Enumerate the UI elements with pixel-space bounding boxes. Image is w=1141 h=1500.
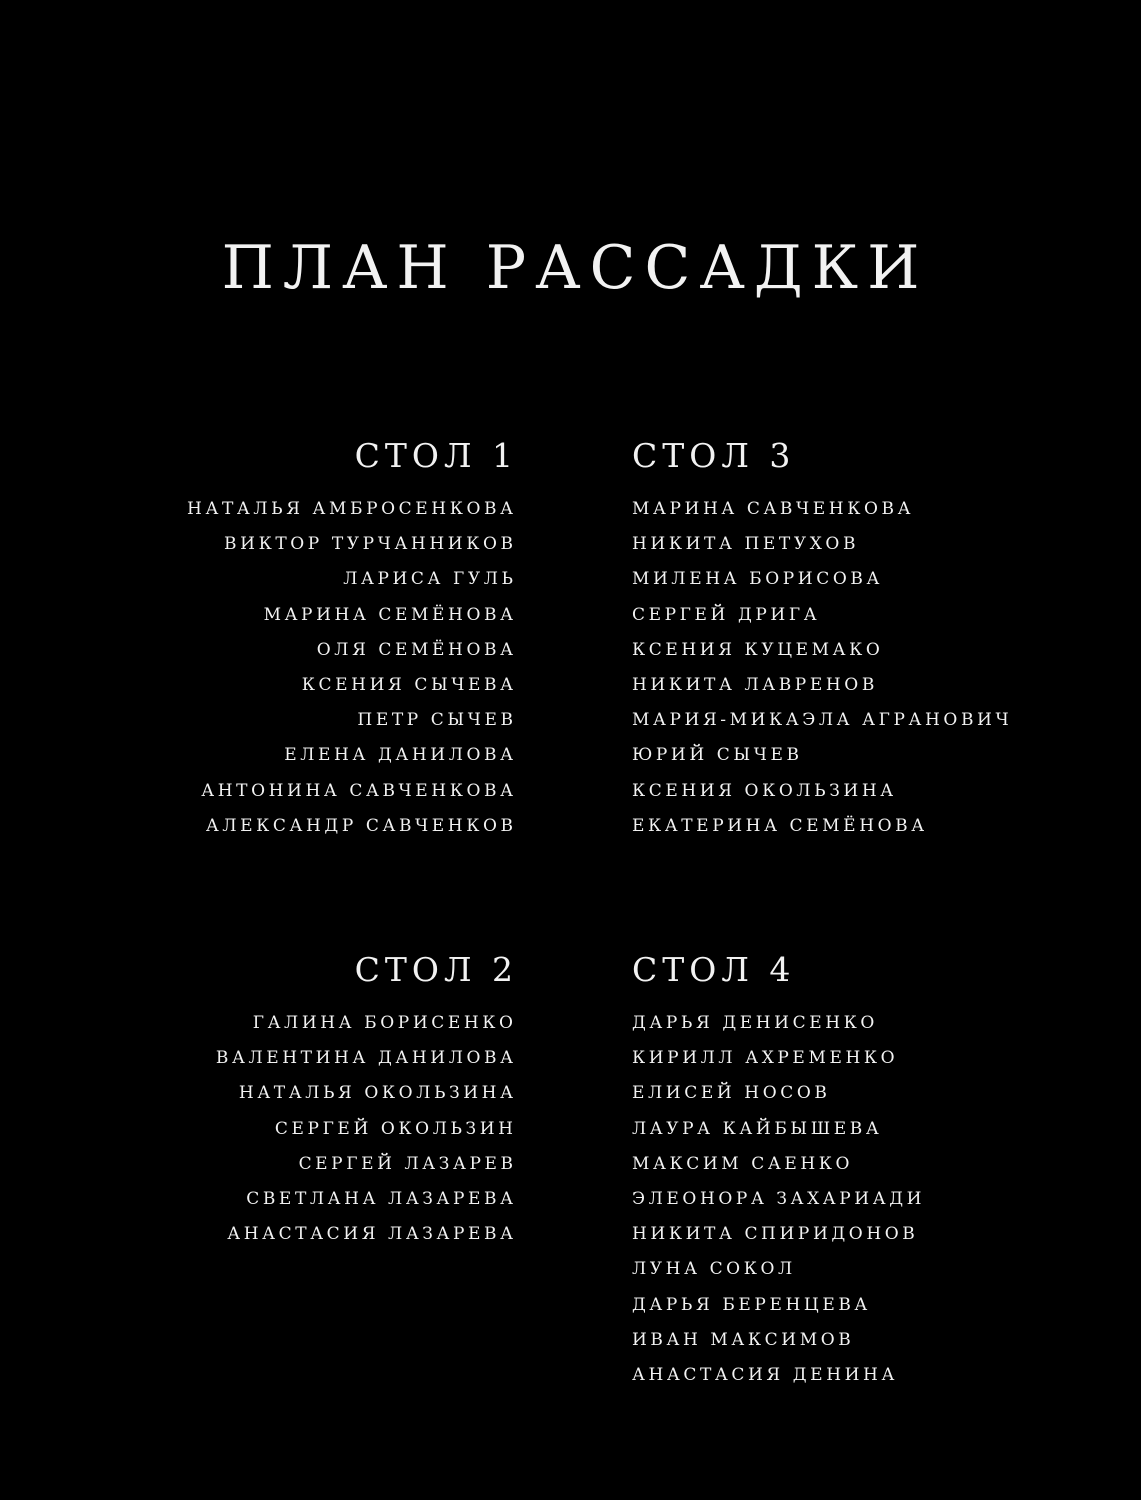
table-3-guest-list — [632, 492, 1012, 844]
guest-name: АНАСТАСИЯ ЛАЗАРЕВА — [227, 1224, 517, 1245]
table-1-guest-list — [187, 492, 517, 844]
guest-name: НАТАЛЬЯ ОКОЛЬЗИНА — [238, 1083, 517, 1104]
guest-name: МИЛЕНА БОРИСОВА — [632, 569, 883, 590]
guest-name: ГАЛИНА БОРИСЕНКО — [252, 1013, 517, 1033]
page-title: ПЛАН РАССАДКИ — [221, 233, 929, 303]
guest-name: ЛАУРА КАЙБЫШЕВА — [632, 1118, 883, 1139]
table-4-heading: СТОЛ 4 — [632, 950, 796, 989]
table-1-block — [187, 434, 518, 844]
table-3-heading: СТОЛ 3 — [632, 436, 796, 475]
guest-name: АНТОНИНА САВЧЕНКОВА — [201, 780, 517, 801]
guest-name: МАРИНА СЕМЁНОВА — [263, 604, 517, 625]
guest-name: ОЛЯ СЕМЁНОВА — [316, 639, 517, 660]
table-4-guest-list — [632, 1006, 925, 1393]
guest-name: НИКИТА СПИРИДОНОВ — [632, 1224, 919, 1245]
guest-name: КСЕНИЯ КУЦЕМАКО — [632, 639, 884, 660]
guest-name: ПЕТР СЫЧЕВ — [357, 710, 517, 731]
guest-name: ЭЛЕОНОРА ЗАХАРИАДИ — [632, 1188, 926, 1209]
guest-name: ИВАН МАКСИМОВ — [632, 1329, 855, 1350]
guest-name: КСЕНИЯ ОКОЛЬЗИНА — [632, 780, 897, 801]
guest-name: НИКИТА ПЕТУХОВ — [632, 534, 860, 555]
table-3-block — [632, 434, 1012, 844]
table-2-heading: СТОЛ 2 — [354, 950, 518, 989]
guest-name: МАКСИМ САЕНКО — [632, 1153, 854, 1174]
table-4-block — [632, 948, 925, 1393]
guest-name: ЮРИЙ СЫЧЕВ — [632, 745, 803, 766]
guest-name: КСЕНИЯ СЫЧЕВА — [301, 674, 517, 695]
guest-name: ЕЛЕНА ДАНИЛОВА — [284, 745, 517, 766]
guest-name: ЛАРИСА ГУЛЬ — [343, 569, 517, 590]
guest-name: СЕРГЕЙ ОКОЛЬЗИН — [274, 1118, 517, 1139]
guest-name: МАРИНА САВЧЕНКОВА — [632, 499, 915, 519]
guest-name: ЛУНА СОКОЛ — [632, 1259, 796, 1280]
guest-name: СЕРГЕЙ ДРИГА — [632, 604, 821, 625]
guest-name: КИРИЛЛ АХРЕМЕНКО — [632, 1048, 899, 1069]
guest-name: НАТАЛЬЯ АМБРОСЕНКОВА — [187, 499, 517, 519]
guest-name: ДАРЬЯ ДЕНИСЕНКО — [632, 1013, 878, 1033]
guest-name: СЕРГЕЙ ЛАЗАРЕВ — [298, 1153, 517, 1174]
guest-name: МАРИЯ-МИКАЭЛА АГРАНОВИЧ — [632, 710, 1013, 731]
guest-name: НИКИТА ЛАВРЕНОВ — [632, 674, 878, 695]
guest-name: ВАЛЕНТИНА ДАНИЛОВА — [215, 1048, 517, 1069]
guest-name: ВИКТОР ТУРЧАННИКОВ — [224, 534, 517, 555]
table-2-block — [215, 948, 518, 1252]
guest-name: ДАРЬЯ БЕРЕНЦЕВА — [632, 1294, 871, 1315]
table-1-heading: СТОЛ 1 — [354, 436, 518, 475]
table-2-guest-list — [215, 1006, 517, 1252]
guest-name: ЕЛИСЕЙ НОСОВ — [632, 1083, 831, 1104]
guest-name: АНАСТАСИЯ ДЕНИНА — [632, 1364, 898, 1385]
guest-name: СВЕТЛАНА ЛАЗАРЕВА — [246, 1188, 517, 1209]
guest-name: ЕКАТЕРИНА СЕМЁНОВА — [632, 815, 928, 836]
guest-name: АЛЕКСАНДР САВЧЕНКОВ — [205, 815, 517, 836]
